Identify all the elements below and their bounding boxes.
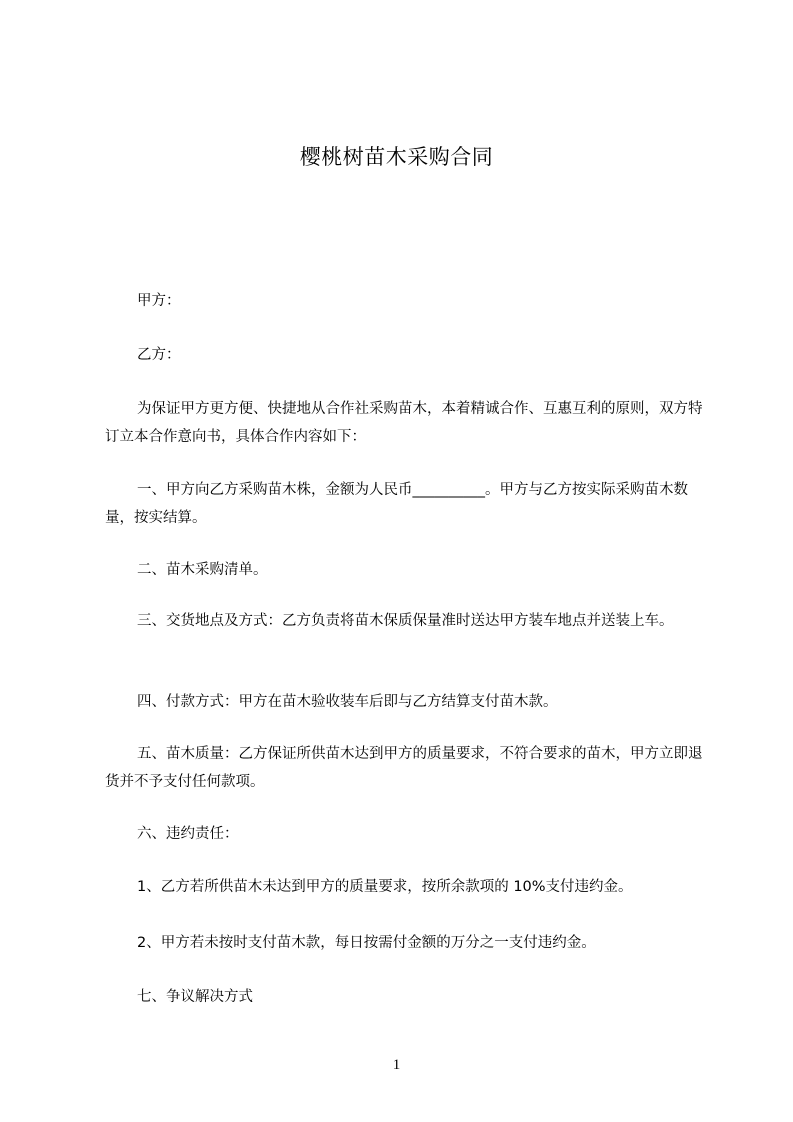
clause-6-item-2: 2、甲方若未按时支付苗木款，每日按需付金额的万分之一支付违约金。 bbox=[137, 935, 596, 951]
party-a-line: 甲方： bbox=[137, 293, 181, 309]
page-number: 1 bbox=[392, 1057, 401, 1073]
clause-6-item-1: 1、乙方若所供苗木未达到甲方的质量要求，按所余款项的 10%支付违约金。 bbox=[137, 879, 633, 895]
clause-2: 二、苗木采购清单。 bbox=[137, 562, 268, 578]
clause-1: 一、甲方向乙方采购苗木株，金额为人民币__________。甲方与乙方按实际采购苗木数量，按实结算。 bbox=[105, 482, 688, 526]
intro-paragraph: 为保证甲方更方便、快捷地从合作社采购苗木，本着精诚合作、互惠互利的原则，双方特订立本合作意向书，具体合作内容如下： bbox=[105, 401, 703, 445]
document-title: 樱桃树苗木采购合同 bbox=[299, 145, 494, 169]
clause-6: 六、违约责任： bbox=[137, 826, 239, 842]
clause-4: 四、付款方式：甲方在苗木验收装车后即与乙方结算支付苗木款。 bbox=[137, 694, 558, 710]
clause-7: 七、争议解决方式 bbox=[137, 989, 253, 1005]
clause-3: 三、交货地点及方式：乙方负责将苗木保质保量准时送达甲方装车地点并送装上车。 bbox=[137, 613, 674, 629]
clause-5: 五、苗木质量：乙方保证所供苗木达到甲方的质量要求，不符合要求的苗木，甲方立即退货并不予支付任何款项。 bbox=[105, 746, 703, 790]
party-b-line: 乙方： bbox=[137, 347, 181, 363]
